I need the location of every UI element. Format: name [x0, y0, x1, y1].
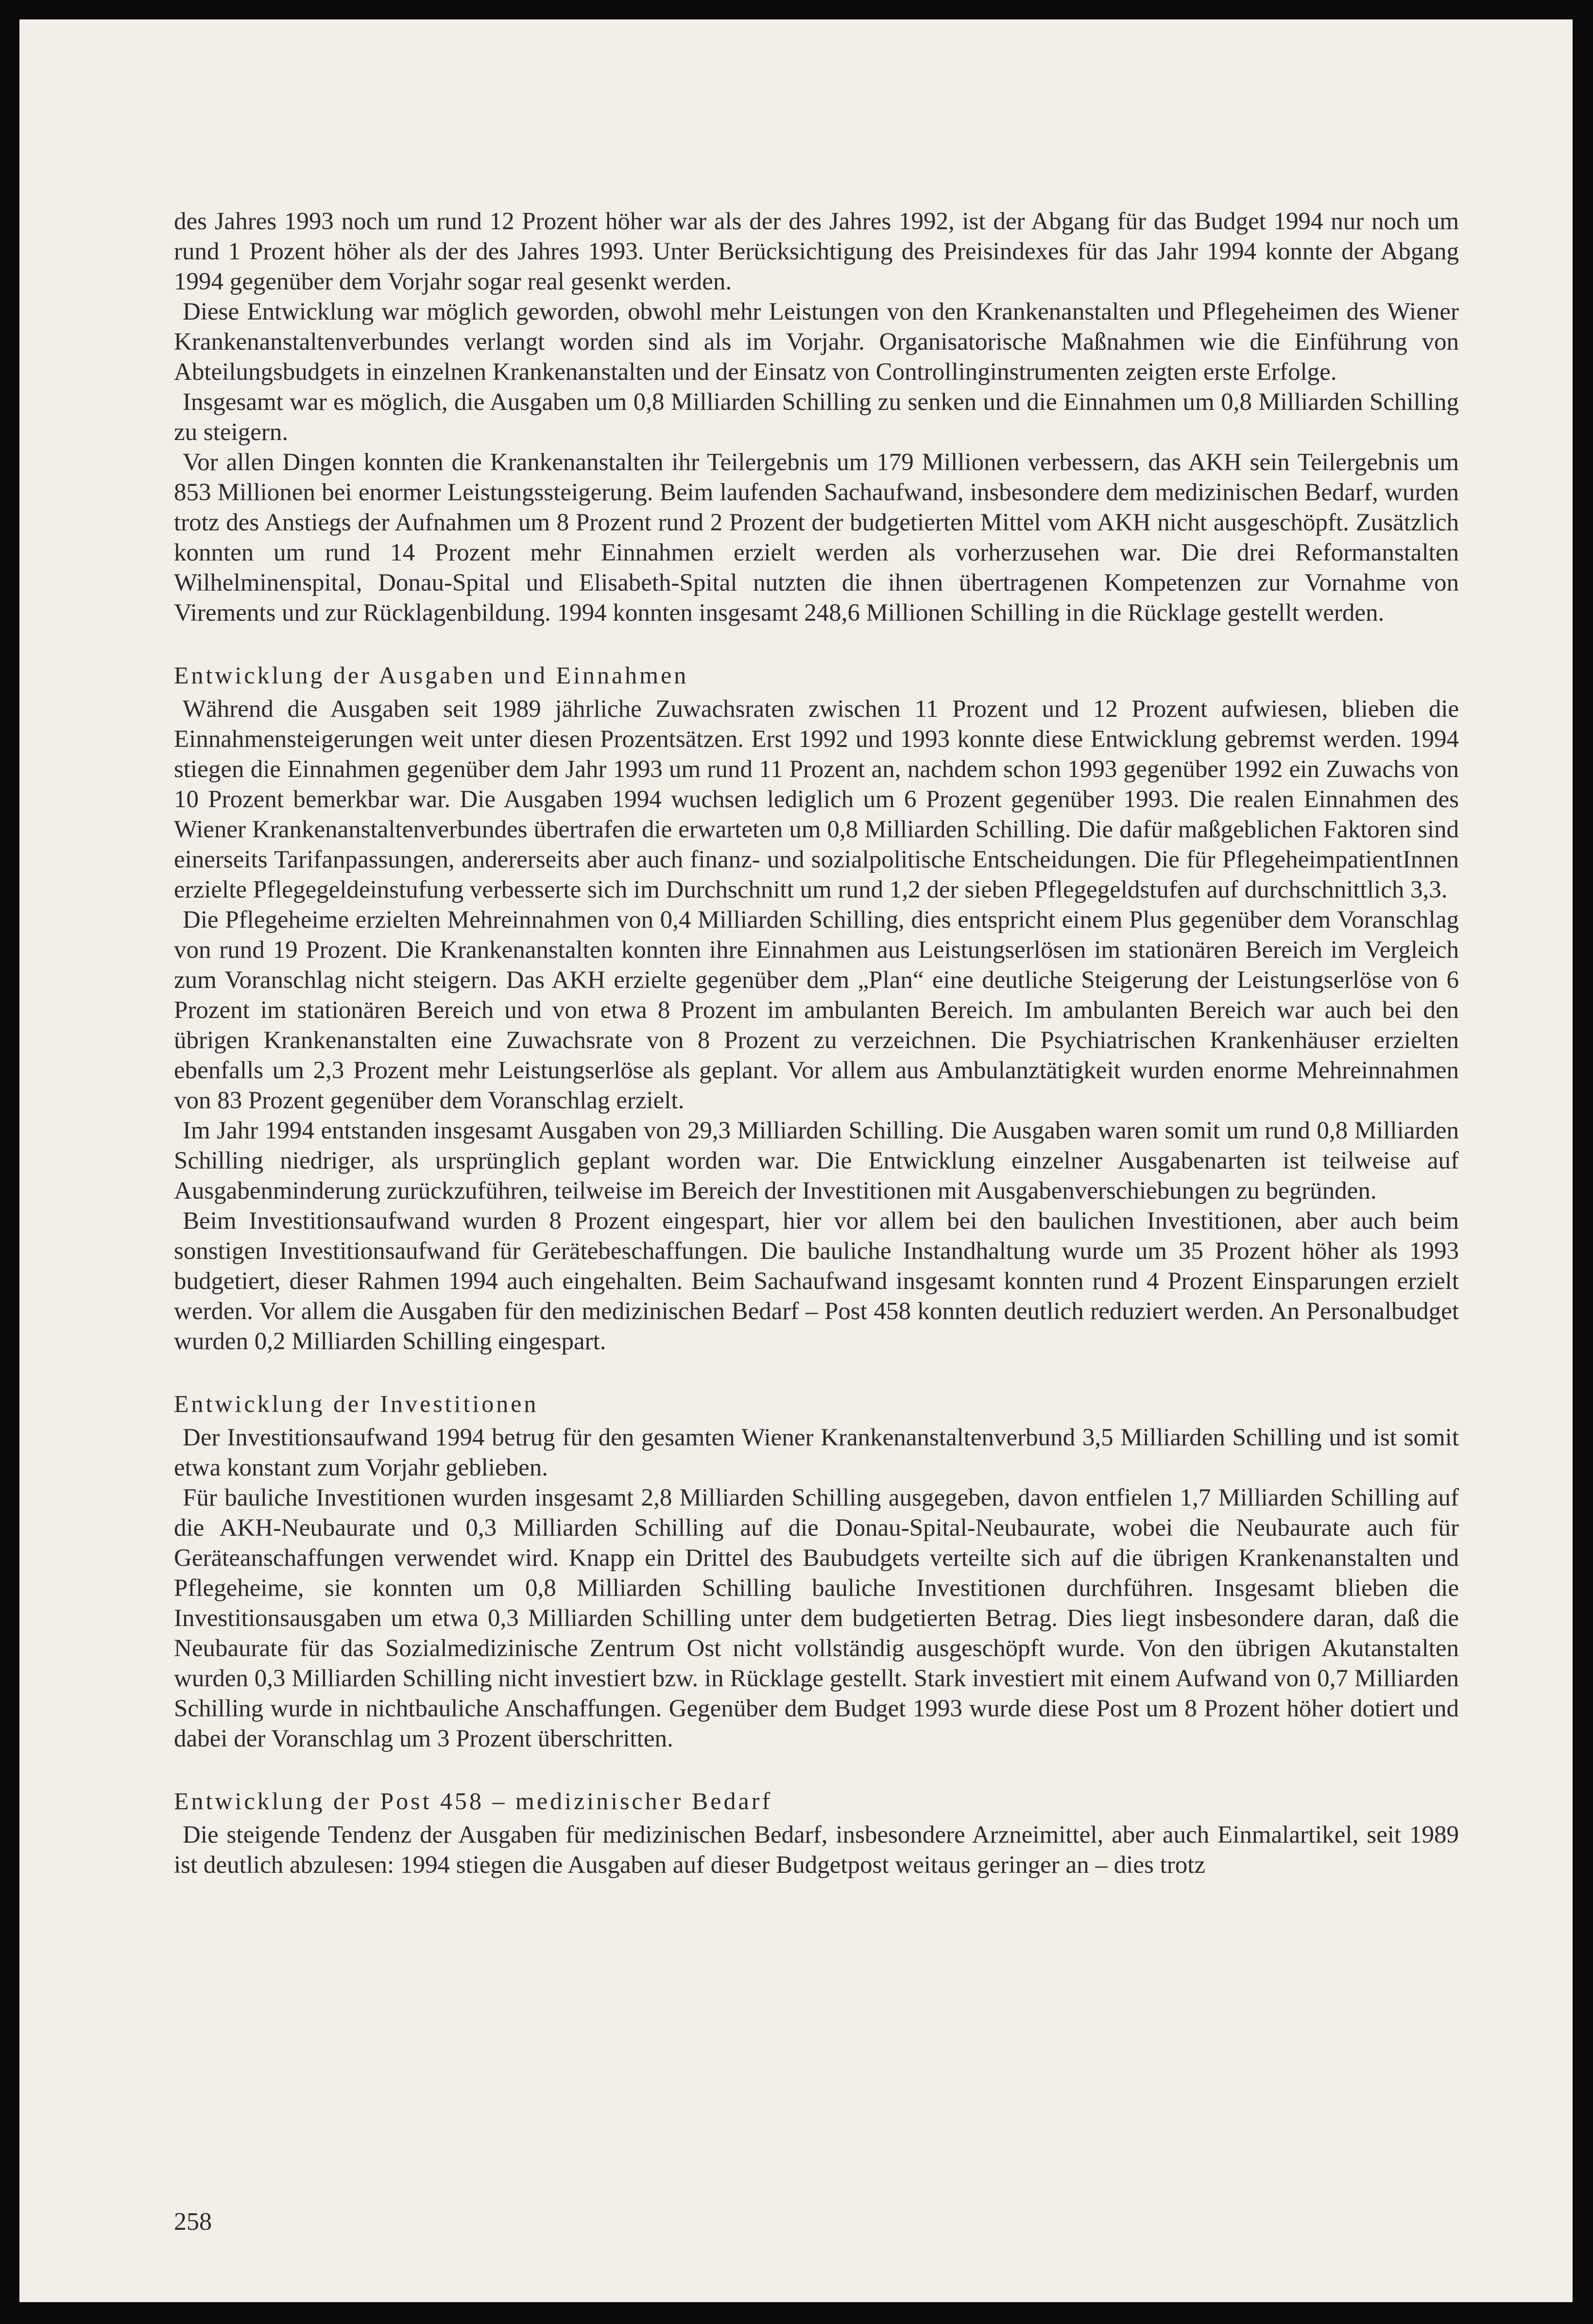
section-heading: Entwicklung der Ausgaben und Einnahmen	[174, 662, 689, 689]
section-heading: Entwicklung der Post 458 – medizinischer Bedarf	[174, 1787, 772, 1815]
paragraph: Die steigende Tendenz der Ausgaben für medizinischen Bedarf, insbesondere Arzneimittel, aber auch Einmalartikel, seit 1989 ist deutlich abzulesen: 1994 stiegen die Ausgaben auf dieser Budgetpost weitaus geringer an – dies trotz	[174, 1821, 1459, 1879]
paragraph: Der Investitionsaufwand 1994 betrug für den gesamten Wiener Krankenanstaltenverbund 3,5 Milliarden Schilling und ist somit etwa konstant zum Vorjahr geblieben.	[174, 1424, 1459, 1481]
page-number: 258	[174, 2208, 212, 2236]
paragraph: Während die Ausgaben seit 1989 jährliche Zuwachsraten zwischen 11 Prozent und 12 Prozent aufwiesen, blieben die Einnahmensteigerungen weit unter diesen Prozentsätzen. Erst 1992 und 1993 konnte diese Entwicklung gebremst werden. 1994 stiegen die Einnahmen gegenüber dem Jahr 1993 um rund 11 Prozent an, nachdem schon 1993 gegenüber 1992 ein Zuwachs von 10 Prozent bemerkbar war. Die Ausgaben 1994 wuchsen lediglich um 6 Prozent gegenüber 1993. Die realen Einnahmen des Wiener Krankenanstaltenverbundes übertrafen die erwarteten um 0,8 Milliarden Schilling. Die dafür maßgeblichen Faktoren sind einerseits Tarifanpassungen, andererseits aber auch finanz- und sozialpolitische Entscheidungen. Die für PflegeheimpatientInnen erzielte Pflegegeldeinstufung verbesserte sich im Durchschnitt um rund 1,2 der sieben Pflegegeldstufen auf durchschnittlich 3,3.	[174, 696, 1459, 903]
paragraph: Vor allen Dingen konnten die Krankenanstalten ihr Teilergebnis um 179 Millionen verbessern, das AKH sein Teilergebnis um 853 Millionen bei enormer Leistungssteigerung. Beim laufenden Sachaufwand, insbesondere dem medizinischen Bedarf, wurden trotz des Anstiegs der Aufnahmen um 8 Prozent rund 2 Prozent der budgetierten Mittel vom AKH nicht ausgeschöpft. Zusätzlich konnten um rund 14 Prozent mehr Einnahmen erzielt werden als vorherzusehen war. Die drei Reformanstalten Wilhelminenspital, Donau-Spital und Elisabeth-Spital nutzten die ihnen übertragenen Kompetenzen zur Vornahme von Virements und zur Rücklagenbildung. 1994 konnten insgesamt 248,6 Millionen Schilling in die Rücklage gestellt werden.	[174, 449, 1459, 627]
paragraph: Im Jahr 1994 entstanden insgesamt Ausgaben von 29,3 Milliarden Schilling. Die Ausgaben waren somit um rund 0,8 Milliarden Schilling niedriger, als ursprünglich geplant worden war. Die Entwicklung einzelner Ausgabenarten ist teilweise auf Ausgabenminderung zurückzuführen, teilweise im Bereich der Investitionen mit Ausgabenverschiebungen zu begründen.	[174, 1117, 1459, 1204]
page-content	[174, 206, 1459, 1880]
paragraph: Für bauliche Investitionen wurden insgesamt 2,8 Milliarden Schilling ausgegeben, davon entfielen 1,7 Milliarden Schilling auf die AKH-Neubaurate und 0,3 Milliarden Schilling auf die Donau-Spital-Neubaurate, wobei die Neubaurate auch für Geräteanschaffungen verwendet wird. Knapp ein Drittel des Baubudgets verteilte sich auf die übrigen Krankenanstalten und Pflegeheime, sie konnten um 0,8 Milliarden Schilling bauliche Investitionen durchführen. Insgesamt blieben die Investitionsausgaben um etwa 0,3 Milliarden Schilling unter dem budgetierten Betrag. Dies liegt insbesondere daran, daß die Neubaurate für das Sozialmedizinische Zentrum Ost nicht vollständig ausgeschöpft wurde. Von den übrigen Akutanstalten wurden 0,3 Milliarden Schilling nicht investiert bzw. in Rücklage gestellt. Stark investiert mit einem Aufwand von 0,7 Milliarden Schilling wurde in nichtbauliche Anschaffungen. Gegenüber dem Budget 1993 wurde diese Post um 8 Prozent höher dotiert und dabei der Voranschlag um 3 Prozent überschritten.	[174, 1484, 1459, 1752]
paragraph: Insgesamt war es möglich, die Ausgaben um 0,8 Milliarden Schilling zu senken und die Einnahmen um 0,8 Milliarden Schilling zu steigern.	[174, 389, 1459, 446]
paragraph: Beim Investitionsaufwand wurden 8 Prozent eingespart, hier vor allem bei den baulichen Investitionen, aber auch beim sonstigen Investitionsaufwand für Gerätebeschaffungen. Die bauliche Instandhaltung wurde um 35 Prozent höher als 1993 budgetiert, dieser Rahmen 1994 auch eingehalten. Beim Sachaufwand insgesamt konnten rund 4 Prozent Einsparungen erzielt werden. Vor allem die Ausgaben für den medizinischen Bedarf – Post 458 konnten deutlich reduziert werden. An Personalbudget wurden 0,2 Milliarden Schilling eingespart.	[174, 1207, 1459, 1355]
paragraph: des Jahres 1993 noch um rund 12 Prozent höher war als der des Jahres 1992, ist der Abgang für das Budget 1994 nur noch um rund 1 Prozent höher als der des Jahres 1993. Unter Berücksichtigung des Preisindexes für das Jahr 1994 konnte der Abgang 1994 gegenüber dem Vorjahr sogar real gesenkt werden.	[174, 208, 1459, 295]
document-page	[19, 19, 1573, 2302]
section-heading: Entwicklung der Investitionen	[174, 1390, 539, 1417]
paragraph: Die Pflegeheime erzielten Mehreinnahmen von 0,4 Milliarden Schilling, dies entspricht einem Plus gegenüber dem Voranschlag von rund 19 Prozent. Die Krankenanstalten konnten ihre Einnahmen aus Leistungserlösen im stationären Bereich im Vergleich zum Voranschlag nicht steigern. Das AKH erzielte gegenüber dem „Plan“ eine deutliche Steigerung der Leistungserlöse von 6 Prozent im stationären Bereich und von etwa 8 Prozent im ambulanten Bereich. Im ambulanten Bereich war auch bei den übrigen Krankenanstalten eine Zuwachsrate von 8 Prozent zu verzeichnen. Die Psychiatrischen Krankenhäuser erzielten ebenfalls um 2,3 Prozent mehr Leistungserlöse als geplant. Vor allem aus Ambulanztätigkeit wurden enorme Mehreinnahmen von 83 Prozent gegenüber dem Voranschlag erzielt.	[174, 906, 1459, 1114]
paragraph: Diese Entwicklung war möglich geworden, obwohl mehr Leistungen von den Krankenanstalten und Pflegeheimen des Wiener Krankenanstaltenverbundes verlangt worden sind als im Vorjahr. Organisatorische Maßnahmen wie die Einführung von Abteilungsbudgets in einzelnen Krankenanstalten und der Einsatz von Controllinginstrumenten zeigten erste Erfolge.	[174, 298, 1459, 386]
